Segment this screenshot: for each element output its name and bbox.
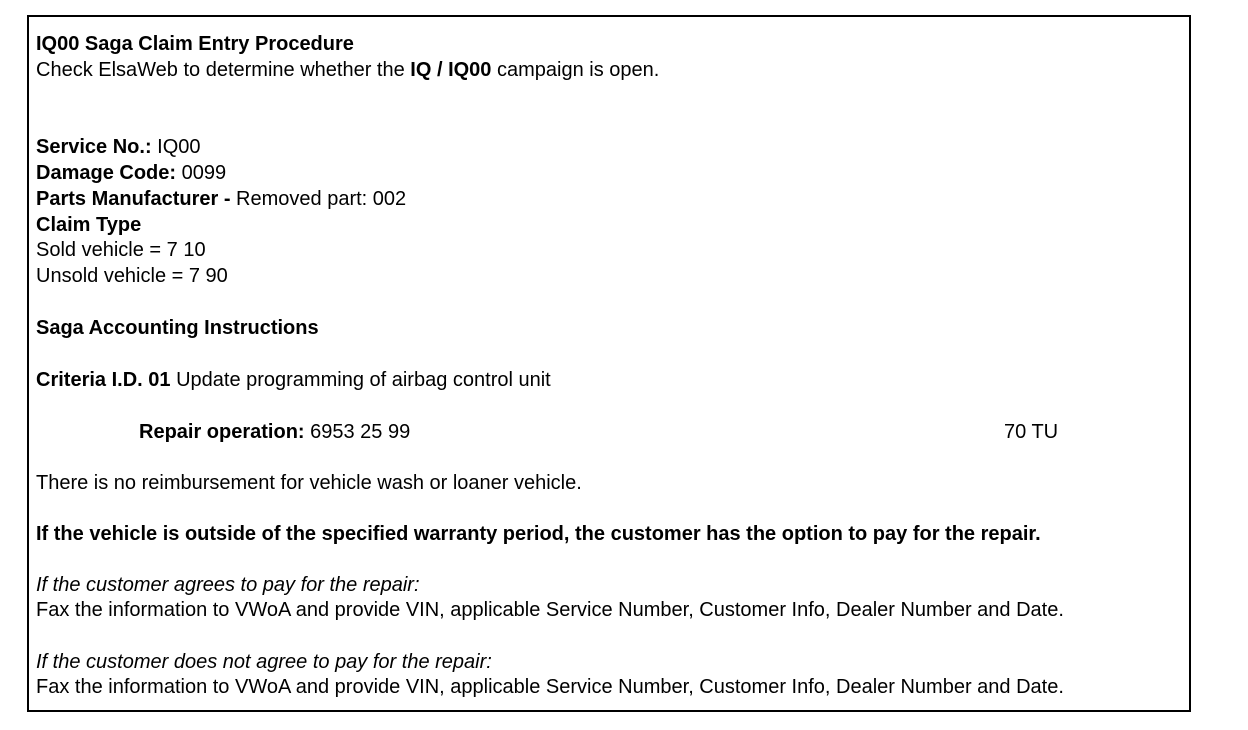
claim-type-label: Claim Type <box>36 214 142 236</box>
no-reimbursement-line: There is no reimbursement for vehicle wash or loaner vehicle. <box>36 472 582 494</box>
intro-after: campaign is open. <box>491 59 660 81</box>
agrees-text: Fax the information to VWoA and provide VIN, applicable Service Number, Customer Info, Dealer Number and Date. <box>36 599 1064 621</box>
campaign-code: IQ / IQ00 <box>410 59 492 81</box>
service-no-label: Service No.: <box>36 136 152 158</box>
repair-operation-time: 70 TU <box>1004 421 1059 443</box>
intro-before: Check ElsaWeb to determine whether the <box>36 59 411 81</box>
parts-manufacturer-line <box>36 187 406 211</box>
repair-operation-value: 6953 25 99 <box>304 421 411 443</box>
service-no-line <box>36 135 201 159</box>
service-no-value: IQ00 <box>151 136 201 158</box>
claim-type-sold: Sold vehicle = 7 10 <box>36 239 206 261</box>
repair-operation-label: Repair operation: <box>139 421 305 443</box>
criteria-line <box>36 368 551 392</box>
damage-code-value: 0099 <box>176 162 227 184</box>
damage-code-line <box>36 161 226 185</box>
damage-code-label: Damage Code: <box>36 162 177 184</box>
claim-type-unsold: Unsold vehicle = 7 90 <box>36 265 228 287</box>
intro-line <box>36 58 659 82</box>
parts-manufacturer-value: Removed part: 002 <box>230 188 407 210</box>
document-title: IQ00 Saga Claim Entry Procedure <box>36 33 354 55</box>
repair-operation-line <box>139 420 410 444</box>
does-not-agree-text: Fax the information to VWoA and provide VIN, applicable Service Number, Customer Info, Dealer Number and Date. <box>36 676 1064 698</box>
criteria-label: Criteria I.D. 01 <box>36 369 171 391</box>
warranty-note: If the vehicle is outside of the specified warranty period, the customer has the option to pay for the repair. <box>36 523 1041 545</box>
parts-manufacturer-label: Parts Manufacturer - <box>36 188 231 210</box>
does-not-agree-heading: If the customer does not agree to pay for the repair: <box>36 651 492 673</box>
accounting-heading: Saga Accounting Instructions <box>36 317 319 339</box>
agrees-heading: If the customer agrees to pay for the repair: <box>36 574 420 596</box>
criteria-value: Update programming of airbag control unit <box>170 369 551 391</box>
